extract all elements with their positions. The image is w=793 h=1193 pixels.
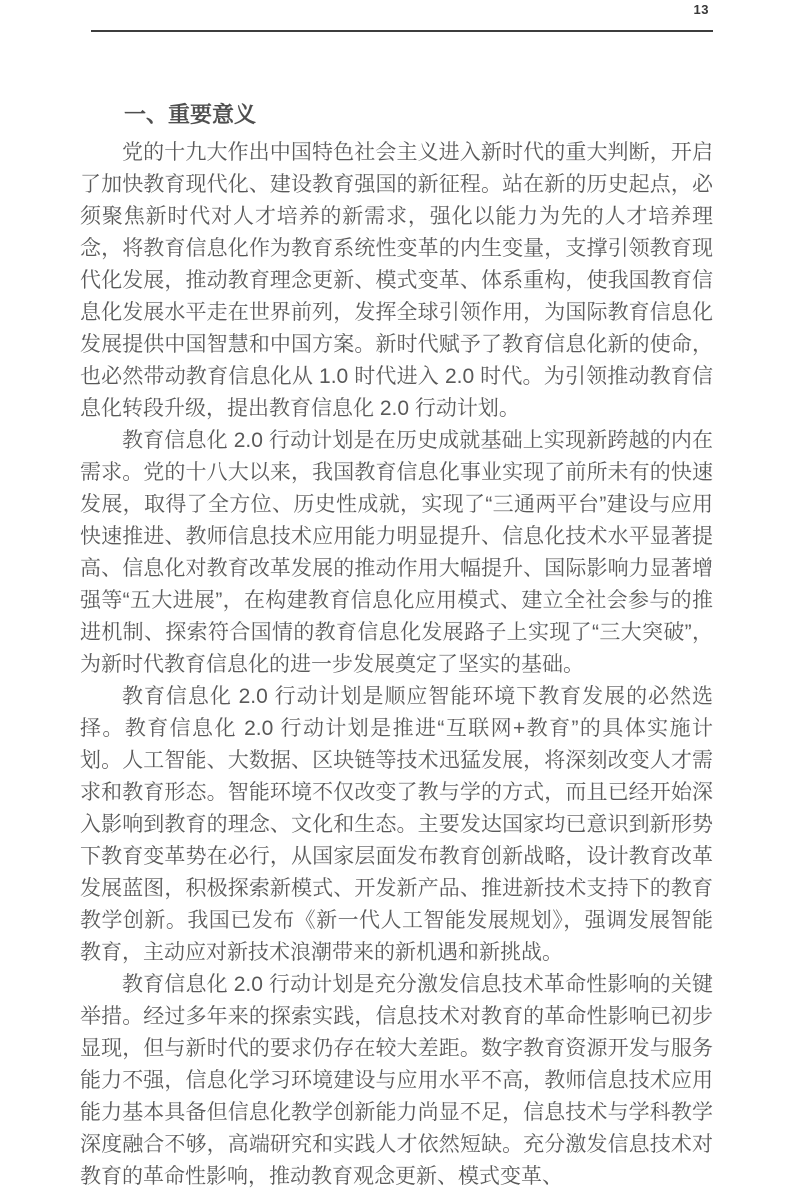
body-paragraph: 教育信息化 2.0 行动计划是顺应智能环境下教育发展的必然选择。教育信息化 2.0 行动计划是推进“互联网+教育”的具体实施计划。人工智能、大数据、区块链等技术迅猛发展，将深刻改变人才需求和教育形态。智能环境不仅改变了教与学的方式，而且已经开始深入影响到教育的理念、文化和生态。主要发达国家均已意识到新形势下教育变革势在必行，从国家层面发布教育创新战略，设计教育改革发展蓝图，积极探索新模式、开发新产品、推进新技术支持下的教育教学创新。我国已发布《新一代人工智能发展规划》，强调发展智能教育，主动应对新技术浪潮带来的新机遇和新挑战。 (80, 685, 713, 964)
body-paragraph: 教育信息化 2.0 行动计划是在历史成就基础上实现新跨越的内在需求。党的十八大以来，我国教育信息化事业实现了前所未有的快速发展，取得了全方位、历史性成就，实现了“三通两平台”建设与应用快速推进、教师信息技术应用能力明显提升、信息化技术水平显著提高、信息化对教育改革发展的推动作用大幅提升、国际影响力显著增强等“五大进展”，在构建教育信息化应用模式、建立全社会参与的推进机制、探索符合国情的教育信息化发展路子上实现了“三大突破”，为新时代教育信息化的进一步发展奠定了坚实的基础。 (80, 429, 713, 676)
section-heading: 一、重要意义 (124, 102, 257, 127)
page-number: 13 (693, 2, 709, 17)
body-paragraph: 教育信息化 2.0 行动计划是充分激发信息技术革命性影响的关键举措。经过多年来的探索实践，信息技术对教育的革命性影响已初步显现，但与新时代的要求仍存在较大差距。数字教育资源开发与服务能力不强，信息化学习环境建设与应用水平不高，教师信息技术应用能力基本具备但信息化教学创新能力尚显不足，信息技术与学科教学深度融合不够，高端研究和实践人才依然短缺。充分激发信息技术对教育的革命性影响，推动教育观念更新、模式变革、 (80, 973, 713, 1188)
header-rule (91, 30, 713, 32)
body-paragraph: 党的十九大作出中国特色社会主义进入新时代的重大判断，开启了加快教育现代化、建设教育强国的新征程。站在新的历史起点，必须聚焦新时代对人才培养的新需求，强化以能力为先的人才培养理念，将教育信息化作为教育系统性变革的内生变量，支撑引领教育现代化发展，推动教育理念更新、模式变革、体系重构，使我国教育信息化发展水平走在世界前列，发挥全球引领作用，为国际教育信息化发展提供中国智慧和中国方案。新时代赋予了教育信息化新的使命，也必然带动教育信息化从 1.0 时代进入 2.0 时代。为引领推动教育信息化转段升级，提出教育信息化 2.0 行动计划。 (80, 141, 713, 420)
document-body (80, 100, 713, 1193)
